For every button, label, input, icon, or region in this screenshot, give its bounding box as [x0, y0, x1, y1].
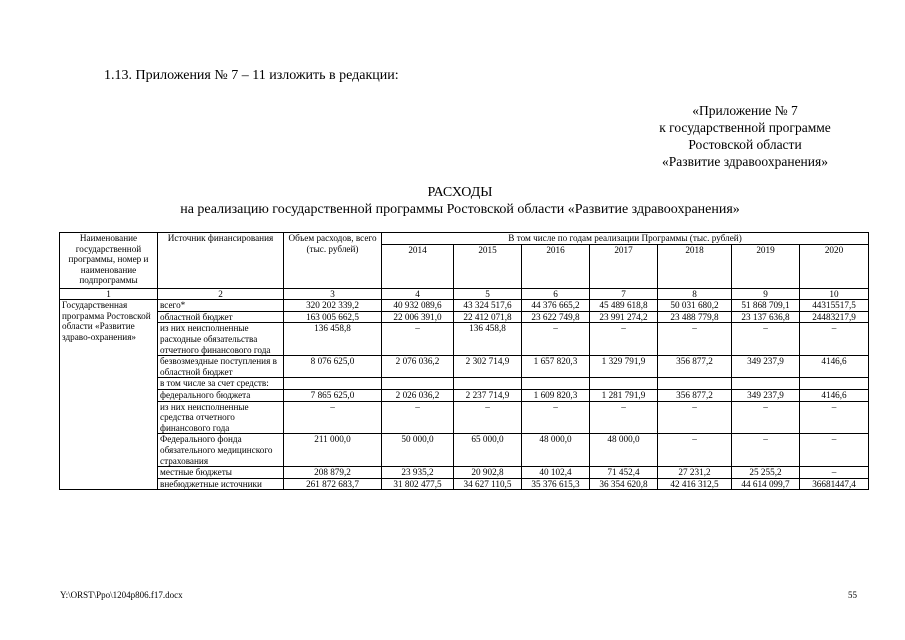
- document-subtitle: на реализацию государственной программы Ростовской области «Развитие здравоохранения»: [180, 202, 740, 217]
- header-year: 2019: [732, 244, 800, 288]
- column-number: 9: [732, 288, 800, 300]
- total-value-cell: 211 000,0: [284, 434, 382, 467]
- table-row: [60, 311, 869, 323]
- year-value-cell: 71 452,4: [590, 467, 658, 479]
- table-row: [60, 323, 869, 356]
- year-value-cell: 34 627 110,5: [454, 478, 522, 490]
- year-value-cell: [800, 378, 869, 390]
- year-value-cell: 23 488 779,8: [658, 311, 732, 323]
- column-number: 4: [382, 288, 454, 300]
- table-row: [60, 434, 869, 467]
- header-name: Наименование государственной программы, номер и наименование подпрограммы: [60, 233, 158, 289]
- year-value-cell: –: [800, 401, 869, 434]
- year-value-cell: –: [658, 323, 732, 356]
- year-value-cell: [658, 378, 732, 390]
- total-value-cell: 320 202 339,2: [284, 300, 382, 312]
- year-value-cell: –: [590, 323, 658, 356]
- total-value-cell: 7 865 625,0: [284, 389, 382, 401]
- year-value-cell: 2 302 714,9: [454, 356, 522, 378]
- year-value-cell: 48 000,0: [522, 434, 590, 467]
- header-year: 2017: [590, 244, 658, 288]
- expenses-table: [59, 232, 869, 490]
- table-row: [60, 467, 869, 479]
- total-value-cell: 163 005 662,5: [284, 311, 382, 323]
- year-value-cell: 4146,6: [800, 356, 869, 378]
- year-value-cell: 1 609 820,3: [522, 389, 590, 401]
- year-value-cell: 27 231,2: [658, 467, 732, 479]
- table-row: [60, 389, 869, 401]
- year-value-cell: –: [800, 323, 869, 356]
- source-cell: в том числе за счет средств:: [158, 378, 284, 390]
- source-cell: из них неисполненные средства отчетного финансового года: [158, 401, 284, 434]
- year-value-cell: 36681447,4: [800, 478, 869, 490]
- year-value-cell: 44 376 665,2: [522, 300, 590, 312]
- header-year: 2014: [382, 244, 454, 288]
- total-value-cell: 136 458,8: [284, 323, 382, 356]
- year-value-cell: 20 902,8: [454, 467, 522, 479]
- year-value-cell: –: [590, 401, 658, 434]
- year-value-cell: [732, 378, 800, 390]
- table-row: [60, 300, 869, 312]
- year-value-cell: 65 000,0: [454, 434, 522, 467]
- year-value-cell: –: [800, 434, 869, 467]
- column-number: 10: [800, 288, 869, 300]
- year-value-cell: 45 489 618,8: [590, 300, 658, 312]
- table-row: [60, 356, 869, 378]
- year-value-cell: 48 000,0: [590, 434, 658, 467]
- total-value-cell: [284, 378, 382, 390]
- year-value-cell: 22 006 391,0: [382, 311, 454, 323]
- year-value-cell: 43 324 517,6: [454, 300, 522, 312]
- source-cell: Федерального фонда обязательного медицинского страхования: [158, 434, 284, 467]
- year-value-cell: 356 877,2: [658, 356, 732, 378]
- source-cell: из них неисполненные расходные обязательства отчетного финансового года: [158, 323, 284, 356]
- total-value-cell: 208 879,2: [284, 467, 382, 479]
- year-value-cell: 42 416 312,5: [658, 478, 732, 490]
- year-value-cell: 40 102,4: [522, 467, 590, 479]
- column-number: 5: [454, 288, 522, 300]
- year-value-cell: 4146,6: [800, 389, 869, 401]
- table-row: [60, 378, 869, 390]
- header-total: Объем расходов, всего (тыс. рублей): [284, 233, 382, 289]
- year-value-cell: [454, 378, 522, 390]
- year-value-cell: [522, 378, 590, 390]
- year-value-cell: 349 237,9: [732, 356, 800, 378]
- year-value-cell: 1 329 791,9: [590, 356, 658, 378]
- header-by-year: В том числе по годам реализации Программы (тыс. рублей): [382, 233, 869, 245]
- year-value-cell: 25 255,2: [732, 467, 800, 479]
- footer-file-path: Y:\ORST\Ppo\1204p806.f17.docx: [60, 590, 183, 600]
- column-number: 6: [522, 288, 590, 300]
- year-value-cell: –: [732, 323, 800, 356]
- year-value-cell: –: [522, 323, 590, 356]
- year-value-cell: –: [800, 467, 869, 479]
- header-year: 2015: [454, 244, 522, 288]
- year-value-cell: 23 137 636,8: [732, 311, 800, 323]
- header-year: 2018: [658, 244, 732, 288]
- year-value-cell: 24483217,9: [800, 311, 869, 323]
- year-value-cell: [590, 378, 658, 390]
- year-value-cell: 2 026 036,2: [382, 389, 454, 401]
- year-value-cell: 1 281 791,9: [590, 389, 658, 401]
- column-number-row: [60, 288, 869, 300]
- column-number: 2: [158, 288, 284, 300]
- year-value-cell: –: [732, 434, 800, 467]
- year-value-cell: –: [382, 401, 454, 434]
- year-value-cell: 2 237 714,9: [454, 389, 522, 401]
- table-row: [60, 401, 869, 434]
- year-value-cell: 44315517,5: [800, 300, 869, 312]
- year-value-cell: 23 622 749,8: [522, 311, 590, 323]
- year-value-cell: –: [454, 401, 522, 434]
- intro-text: 1.13. Приложения № 7 – 11 изложить в редакции:: [104, 68, 399, 83]
- appendix-line-3: Ростовской области: [688, 137, 802, 152]
- year-value-cell: –: [382, 323, 454, 356]
- header-year: 2020: [800, 244, 869, 288]
- column-number: 3: [284, 288, 382, 300]
- year-value-cell: 51 868 709,1: [732, 300, 800, 312]
- year-value-cell: 23 991 274,2: [590, 311, 658, 323]
- year-value-cell: 35 376 615,3: [522, 478, 590, 490]
- year-value-cell: –: [522, 401, 590, 434]
- year-value-cell: [382, 378, 454, 390]
- appendix-line-1: «Приложение № 7: [692, 103, 798, 118]
- source-cell: внебюджетные источники: [158, 478, 284, 490]
- column-number: 8: [658, 288, 732, 300]
- total-value-cell: 261 872 683,7: [284, 478, 382, 490]
- year-value-cell: 356 877,2: [658, 389, 732, 401]
- document-title: РАСХОДЫ: [427, 185, 493, 200]
- year-value-cell: 36 354 620,8: [590, 478, 658, 490]
- appendix-block: [620, 102, 870, 170]
- column-number: 1: [60, 288, 158, 300]
- year-value-cell: 50 000,0: [382, 434, 454, 467]
- page-number: 55: [848, 590, 857, 600]
- table-row: [60, 478, 869, 490]
- program-name-cell: Государственная программа Ростовской области «Развитие здраво-охранения»: [60, 300, 158, 490]
- year-value-cell: –: [732, 401, 800, 434]
- source-cell: безвозмездные поступления в областной бюджет: [158, 356, 284, 378]
- year-value-cell: 22 412 071,8: [454, 311, 522, 323]
- appendix-line-2: к государственной программе: [659, 120, 831, 135]
- source-cell: федерального бюджета: [158, 389, 284, 401]
- year-value-cell: 31 802 477,5: [382, 478, 454, 490]
- total-value-cell: 8 076 625,0: [284, 356, 382, 378]
- source-cell: областной бюджет: [158, 311, 284, 323]
- source-cell: всего*: [158, 300, 284, 312]
- total-value-cell: –: [284, 401, 382, 434]
- year-value-cell: 40 932 089,6: [382, 300, 454, 312]
- year-value-cell: 50 031 680,2: [658, 300, 732, 312]
- source-cell: местные бюджеты: [158, 467, 284, 479]
- year-value-cell: 44 614 099,7: [732, 478, 800, 490]
- year-value-cell: 2 076 036,2: [382, 356, 454, 378]
- year-value-cell: 349 237,9: [732, 389, 800, 401]
- year-value-cell: –: [658, 401, 732, 434]
- year-value-cell: 23 935,2: [382, 467, 454, 479]
- column-number: 7: [590, 288, 658, 300]
- header-source: Источник финансирования: [158, 233, 284, 289]
- year-value-cell: 136 458,8: [454, 323, 522, 356]
- appendix-line-4: «Развитие здравоохранения»: [662, 154, 828, 169]
- year-value-cell: –: [658, 434, 732, 467]
- year-value-cell: 1 657 820,3: [522, 356, 590, 378]
- header-year: 2016: [522, 244, 590, 288]
